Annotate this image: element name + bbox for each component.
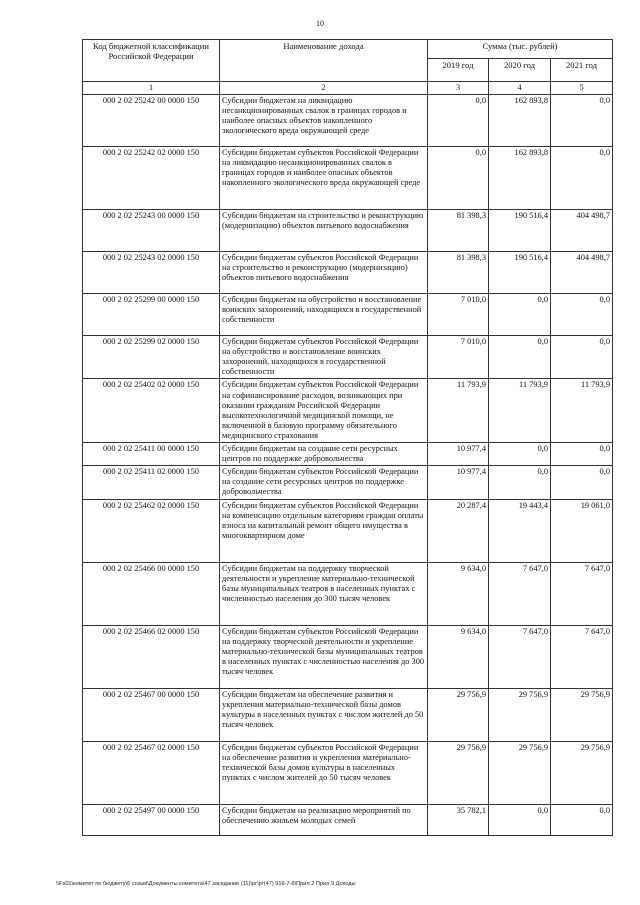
- value-2019: 81 398,3: [428, 252, 489, 294]
- value-2019: 20 287,4: [428, 499, 489, 562]
- name-cell: Субсидии бюджетам субъектов Российской Федерации на обеспечение развития и укрепления материально-технической базы домов культуры в населенных пунктах с числом жителей до 50 тысяч человек: [220, 741, 428, 804]
- value-2021: 404 498,7: [551, 210, 613, 252]
- name-cell: Субсидии бюджетам на поддержку творческой деятельности и укрепление материально-технической базы муниципальных театров в населенных пунктах с численностью населения до 300 тысяч человек: [220, 562, 428, 625]
- table-row: [83, 499, 613, 562]
- value-2019: 81 398,3: [428, 210, 489, 252]
- value-2020: 7 647,0: [489, 562, 551, 625]
- header-code: Код бюджетной классификации Российской Федерации: [83, 40, 220, 82]
- name-cell: Субсидии бюджетам на создание сети ресурсных центров по поддержке добровольчества: [220, 443, 428, 466]
- table-row: [83, 252, 613, 294]
- header-year-2020: 2020 год: [489, 59, 551, 82]
- value-2019: 29 756,9: [428, 688, 489, 741]
- table-row: [83, 804, 613, 835]
- code-cell: 000 2 02 25497 00 0000 150: [83, 804, 220, 835]
- value-2021: 11 793,9: [551, 379, 613, 443]
- value-2020: 0,0: [489, 804, 551, 835]
- value-2019: 7 010,0: [428, 336, 489, 379]
- code-cell: 000 2 02 25243 02 0000 150: [83, 252, 220, 294]
- name-cell: Субсидии бюджетам субъектов Российской Федерации на поддержку творческой деятельности и укрепление материально-технической базы муниципальных театров в населенных пунктах с численностью населения до 300 тысяч человек: [220, 625, 428, 688]
- value-2021: 0,0: [551, 95, 613, 147]
- table-row: [83, 147, 613, 210]
- file-path-footer: \\Fs01\комитет по бюджету\6 созыв\Документы комитета\47 заседание (11)\рг\рг(47) 916-7-6\Прил 2 Прил 9 Доходы: [56, 881, 356, 887]
- value-2021: 404 498,7: [551, 252, 613, 294]
- col-number: 1: [83, 82, 220, 95]
- value-2021: 0,0: [551, 466, 613, 499]
- code-cell: 000 2 02 25299 00 0000 150: [83, 294, 220, 336]
- value-2020: 162 893,8: [489, 147, 551, 210]
- value-2021: 7 647,0: [551, 562, 613, 625]
- value-2021: 0,0: [551, 294, 613, 336]
- name-cell: Субсидии бюджетам субъектов Российской Федерации на создание сети ресурсных центров по поддержке добровольчества: [220, 466, 428, 499]
- table-header-row: [83, 40, 613, 59]
- col-number: 4: [489, 82, 551, 95]
- code-cell: 000 2 02 25411 02 0000 150: [83, 466, 220, 499]
- header-year-2019: 2019 год: [428, 59, 489, 82]
- header-sum: Сумма (тыс. рублей): [428, 40, 613, 59]
- value-2019: 35 782,1: [428, 804, 489, 835]
- value-2020: 0,0: [489, 336, 551, 379]
- code-cell: 000 2 02 25467 02 0000 150: [83, 741, 220, 804]
- column-numbers-row: [83, 82, 613, 95]
- value-2020: 190 516,4: [489, 252, 551, 294]
- value-2020: 0,0: [489, 443, 551, 466]
- value-2020: 0,0: [489, 294, 551, 336]
- table-row: [83, 95, 613, 147]
- name-cell: Субсидии бюджетам субъектов Российской Федерации на ликвидацию несанкционированных свалок в границах городов и наиболее опасных объектов накопленного экологического вреда окружающей среде: [220, 147, 428, 210]
- code-cell: 000 2 02 25466 00 0000 150: [83, 562, 220, 625]
- code-cell: 000 2 02 25299 02 0000 150: [83, 336, 220, 379]
- value-2020: 0,0: [489, 466, 551, 499]
- table-row: [83, 625, 613, 688]
- value-2019: 0,0: [428, 95, 489, 147]
- name-cell: Субсидии бюджетам субъектов Российской Федерации на строительство и реконструкцию (модернизацию) объектов питьевого водоснабжения: [220, 252, 428, 294]
- value-2021: 0,0: [551, 147, 613, 210]
- code-cell: 000 2 02 25242 02 0000 150: [83, 147, 220, 210]
- value-2021: 29 756,9: [551, 741, 613, 804]
- value-2020: 19 443,4: [489, 499, 551, 562]
- code-cell: 000 2 02 25467 00 0000 150: [83, 688, 220, 741]
- table-row: [83, 688, 613, 741]
- col-number: 5: [551, 82, 613, 95]
- name-cell: Субсидии бюджетам субъектов Российской Федерации на компенсацию отдельным категориям граждан оплаты взноса на капитальный ремонт общего имущества в многоквартирном доме: [220, 499, 428, 562]
- code-cell: 000 2 02 25411 00 0000 150: [83, 443, 220, 466]
- value-2019: 11 793,9: [428, 379, 489, 443]
- name-cell: Субсидии бюджетам на строительство и реконструкцию (модернизацию) объектов питьевого водоснабжения: [220, 210, 428, 252]
- value-2019: 10 977,4: [428, 443, 489, 466]
- value-2021: 0,0: [551, 336, 613, 379]
- value-2021: 0,0: [551, 443, 613, 466]
- name-cell: Субсидии бюджетам на ликвидацию несанкционированных свалок в границах городов и наиболее опасных объектов накопленного экологического вреда окружающей среде: [220, 95, 428, 147]
- table-row: [83, 443, 613, 466]
- table-row: [83, 336, 613, 379]
- header-name: Наименование дохода: [220, 40, 428, 82]
- value-2020: 190 516,4: [489, 210, 551, 252]
- value-2020: 11 793,9: [489, 379, 551, 443]
- value-2019: 10 977,4: [428, 466, 489, 499]
- name-cell: Субсидии бюджетам на обустройство и восстановление воинских захоронений, находящихся в государственной собственности: [220, 294, 428, 336]
- code-cell: 000 2 02 25243 00 0000 150: [83, 210, 220, 252]
- table-row: [83, 741, 613, 804]
- name-cell: Субсидии бюджетам субъектов Российской Федерации на софинансирование расходов, возникающих при оказании гражданам Российской Федерации высокотехнологичной медицинской помощи, не включенной в базовую программу обязательного медицинского страхования: [220, 379, 428, 443]
- col-number: 3: [428, 82, 489, 95]
- value-2019: 9 634,0: [428, 625, 489, 688]
- table-row: [83, 294, 613, 336]
- header-year-2021: 2021 год: [551, 59, 613, 82]
- table-row: [83, 562, 613, 625]
- value-2020: 162 893,8: [489, 95, 551, 147]
- table-row: [83, 379, 613, 443]
- value-2019: 7 010,0: [428, 294, 489, 336]
- code-cell: 000 2 02 25466 02 0000 150: [83, 625, 220, 688]
- value-2019: 29 756,9: [428, 741, 489, 804]
- value-2021: 0,0: [551, 804, 613, 835]
- name-cell: Субсидии бюджетам субъектов Российской Федерации на обустройство и восстановление воинских захоронений, находящихся в государственной собственности: [220, 336, 428, 379]
- name-cell: Субсидии бюджетам на обеспечение развития и укрепления материально-технической базы домов культуры в населенных пунктах с числом жителей до 50 тысяч человек: [220, 688, 428, 741]
- code-cell: 000 2 02 25402 02 0000 150: [83, 379, 220, 443]
- value-2019: 0,0: [428, 147, 489, 210]
- value-2020: 7 647,0: [489, 625, 551, 688]
- value-2020: 29 756,9: [489, 741, 551, 804]
- code-cell: 000 2 02 25242 00 0000 150: [83, 95, 220, 147]
- code-cell: 000 2 02 25462 02 0000 150: [83, 499, 220, 562]
- table-row: [83, 466, 613, 499]
- table-row: [83, 210, 613, 252]
- col-number: 2: [220, 82, 428, 95]
- page-number: 10: [316, 19, 324, 28]
- value-2021: 19 061,0: [551, 499, 613, 562]
- value-2019: 9 634,0: [428, 562, 489, 625]
- name-cell: Субсидии бюджетам на реализацию мероприятий по обеспечению жильем молодых семей: [220, 804, 428, 835]
- value-2021: 7 647,0: [551, 625, 613, 688]
- revenue-table: [82, 39, 613, 836]
- value-2021: 29 756,9: [551, 688, 613, 741]
- value-2020: 29 756,9: [489, 688, 551, 741]
